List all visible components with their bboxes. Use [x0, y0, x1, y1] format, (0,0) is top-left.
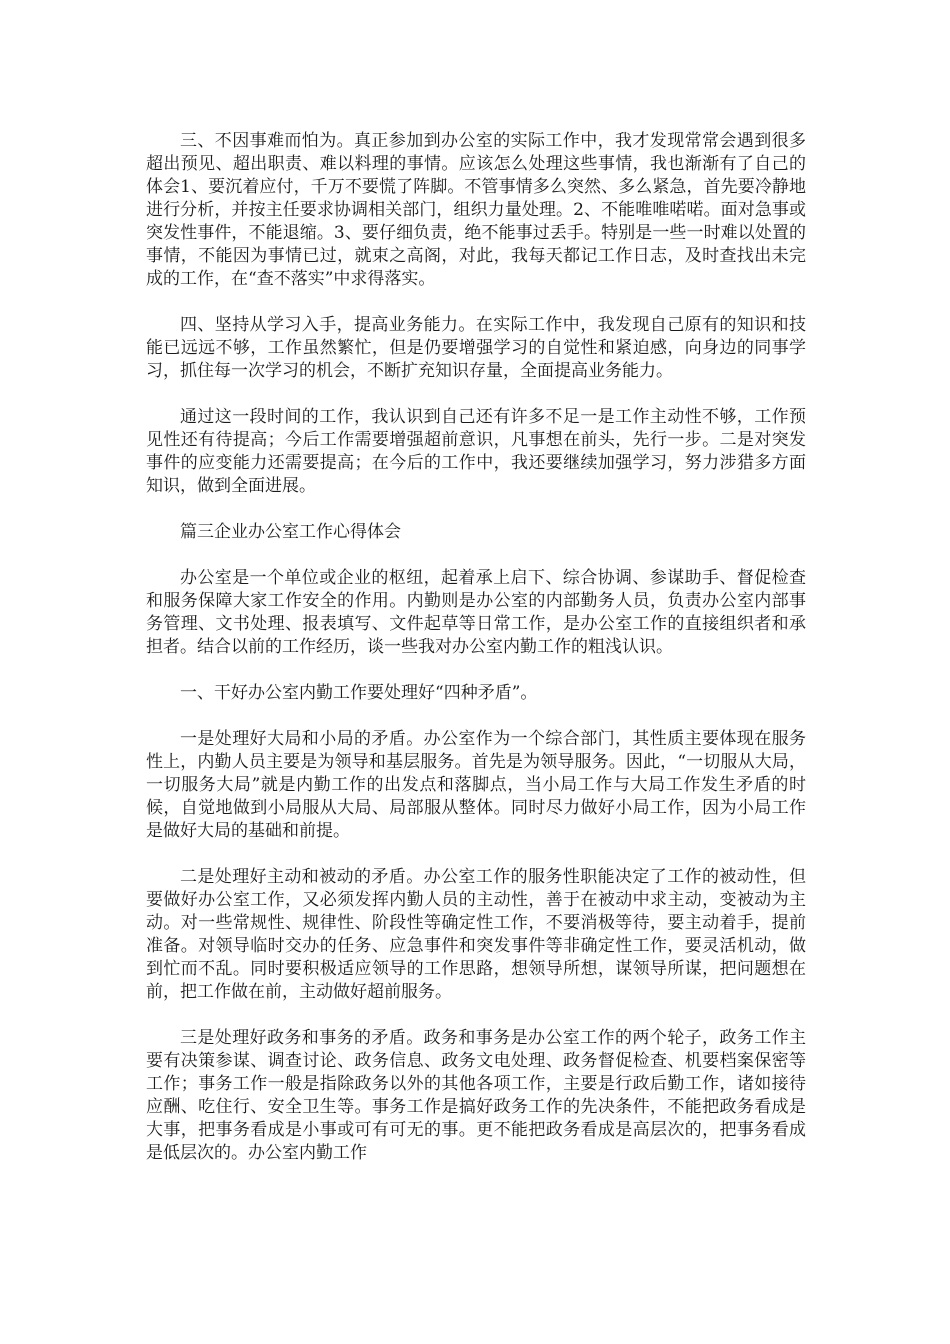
document-body — [146, 130, 806, 1165]
paragraph-8: 二是处理好主动和被动的矛盾。办公室工作的服务性职能决定了工作的被动性，但要做好办公室工作，又必须发挥内勤人员的主动性，善于在被动中求主动，变被动为主动。对一些常规性、规律性、阶段性等确定性工作，不要消极等待，要主动着手，提前准备。对领导临时交办的任务、应急事件和突发事件等非确定性工作，要灵活机动，做到忙而不乱。同时要积极适应领导的工作思路，想领导所想，谋领导所谋，把问题想在前，把工作做在前，主动做好超前服务。 — [146, 867, 806, 1002]
paragraph-5: 办公室是一个单位或企业的枢纽，起着承上启下、综合协调、参谋助手、督促检查和服务保障大家工作安全的作用。内勤则是办公室的内部勤务人员，负责办公室内部事务管理、文书处理、报表填写、文件起草等日常工作，是办公室工作的直接组织者和承担者。结合以前的工作经历，谈一些我对办公室内勤工作的粗浅认识。 — [146, 568, 806, 657]
paragraph-2: 四、坚持从学习入手，提高业务能力。在实际工作中，我发现自己原有的知识和技能已远远不够，工作虽然繁忙，但是仍要增强学习的自觉性和紧迫感，向身边的同事学习，抓住每一次学习的机会，不断扩充知识存量，全面提高业务能力。 — [146, 315, 806, 381]
section-heading: 篇三企业办公室工作心得体会 — [180, 522, 401, 542]
paragraph-1: 三、不因事难而怕为。真正参加到办公室的实际工作中，我才发现常常会遇到很多超出预见、超出职责、难以料理的事情。应该怎么处理这些事情，我也渐渐有了自己的体会1、要沉着应付，千万不要慌了阵脚。不管事情多么突然、多么紧急，首先要冷静地进行分析，并按主任要求协调相关部门，组织力量处理。2、不能唯唯喏喏。面对急事或突发性事件，不能退缩。3、要仔细负责，绝不能事过丢手。特别是一些一时难以处置的事情，不能因为事情已过，就束之高阁，对此，我每天都记工作日志，及时查找出未完成的工作，在“查不落实”中求得落实。 — [146, 131, 806, 289]
paragraph-6: 一、干好办公室内勤工作要处理好“四种矛盾”。 — [180, 683, 538, 703]
paragraph-9: 三是处理好政务和事务的矛盾。政务和事务是办公室工作的两个轮子，政务工作主要有决策参谋、调查讨论、政务信息、政务文电处理、政务督促检查、机要档案保密等工作；事务工作一般是指除政务以外的其他各项工作，主要是行政后勤工作，诸如接待应酬、吃住行、安全卫生等。事务工作是搞好政务工作的先决条件，不能把政务看成是大事，把事务看成是小事或可有可无的事。更不能把政务看成是高层次的，把事务看成是低层次的。办公室内勤工作 — [146, 1028, 806, 1163]
paragraph-3: 通过这一段时间的工作，我认识到自己还有许多不足一是工作主动性不够，工作预见性还有待提高；今后工作需要增强超前意识，凡事想在前头，先行一步。二是对突发事件的应变能力还需要提高；在今后的工作中，我还要继续加强学习，努力涉猎多方面知识，做到全面进展。 — [146, 407, 806, 496]
paragraph-7: 一是处理好大局和小局的矛盾。办公室作为一个综合部门，其性质主要体现在服务性上，内勤人员主要是为领导和基层服务。首先是为领导服务。因此，“一切服从大局，一切服务大局”就是内勤工作的出发点和落脚点，当小局工作与大局工作发生矛盾的时候，自觉地做到小局服从大局、局部服从整体。同时尽力做好小局工作，因为小局工作是做好大局的基础和前提。 — [146, 729, 806, 841]
